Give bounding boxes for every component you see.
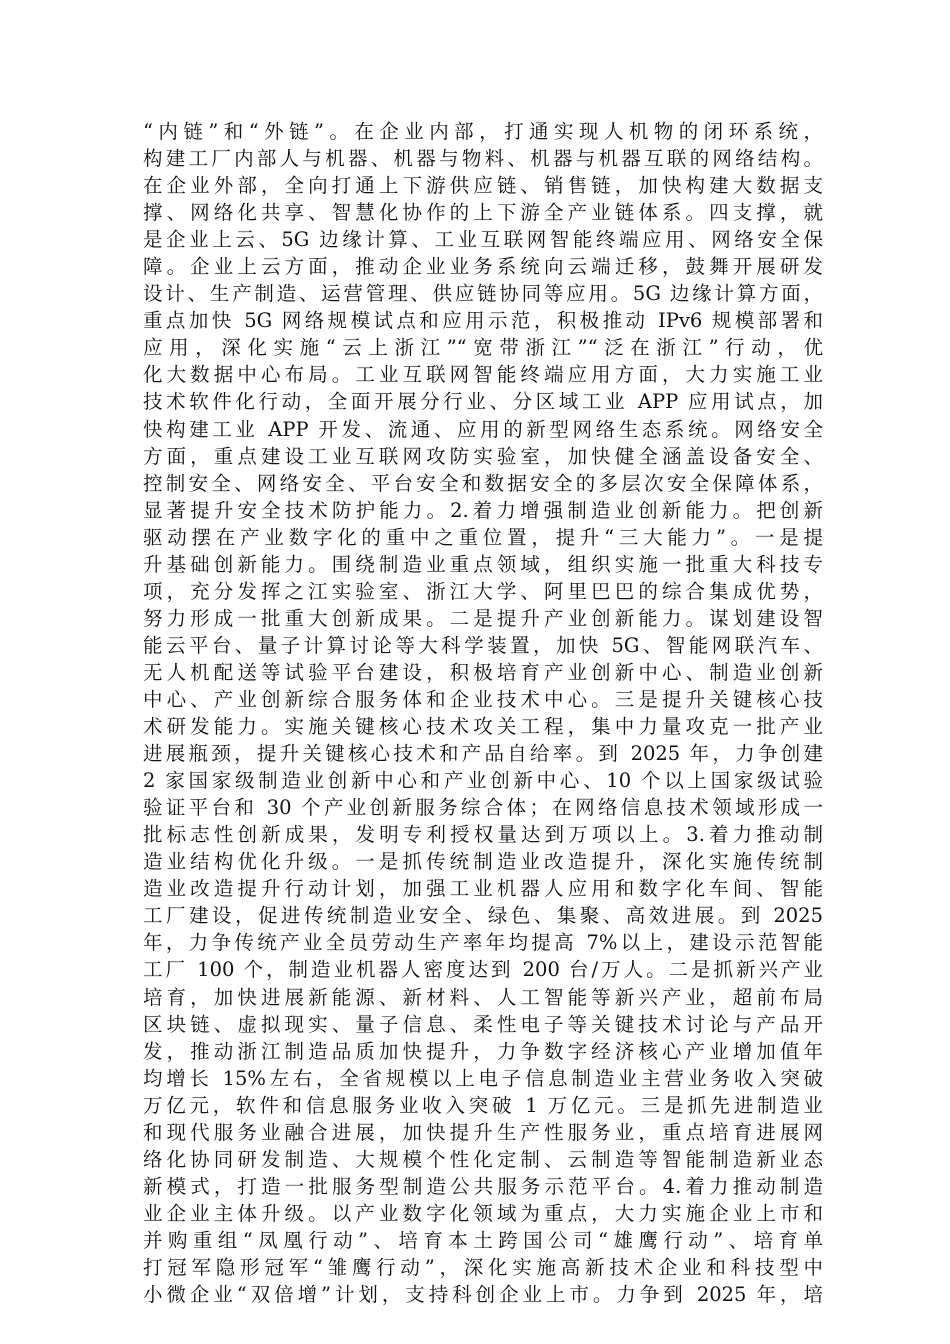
text-line: 工厂建设，促进传统制造业安全、绿色、集聚、高效进展。到 2025 bbox=[143, 904, 823, 928]
text-line: 技术软件化行动，全面开展分行业、分区域工业 APP 应用试点，加 bbox=[143, 390, 823, 414]
text-line: 项，充分发挥之江实验室、浙江大学、阿里巴巴的综合集成优势， bbox=[143, 579, 823, 603]
text-line: 区块链、虚拟现实、量子信息、柔性电子等关键技术讨论与产品开 bbox=[143, 1012, 823, 1036]
text-line: 控制安全、网络安全、平台安全和数据安全的多层次安全保障体系， bbox=[143, 471, 823, 495]
text-line: 能云平台、量子计算讨论等大科学装置，加快 5G、智能网联汽车、 bbox=[143, 633, 823, 657]
text-line: 构建工厂内部人与机器、机器与物料、机器与机器互联的网络结构。 bbox=[143, 147, 823, 171]
text-line: 应用，深化实施“云上浙江”“宽带浙江”“泛在浙江”行动，优 bbox=[143, 336, 823, 360]
text-line: 造业结构优化升级。一是抓传统制造业改造提升，深化实施传统制 bbox=[143, 850, 823, 874]
text-line: 进展瓶颈，提升关键核心技术和产品自给率。到 2025 年，力争创建 bbox=[143, 742, 823, 766]
text-line: 验证平台和 30 个产业创新服务综合体；在网络信息技术领域形成一 bbox=[143, 796, 823, 820]
text-line: 方面，重点建设工业互联网攻防实验室，加快健全涵盖设备安全、 bbox=[143, 444, 823, 468]
text-line: 批标志性创新成果，发明专利授权量达到万项以上。3.着力推动制 bbox=[143, 823, 823, 847]
text-line: 升基础创新能力。围绕制造业重点领域，组织实施一批重大科技专 bbox=[143, 552, 823, 576]
text-line: 撑、网络化共享、智慧化协作的上下游全产业链体系。四支撑，就 bbox=[143, 201, 823, 225]
text-line: 新模式，打造一批服务型制造公共服务示范平台。4.着力推动制造 bbox=[143, 1174, 823, 1198]
text-line: 小微企业“双倍增”计划，支持科创企业上市。力争到 2025 年，培 bbox=[143, 1283, 823, 1307]
text-line: 发，推动浙江制造品质加快提升，力争数字经济核心产业增加值年 bbox=[143, 1039, 823, 1063]
text-line: 快构建工业 APP 开发、流通、应用的新型网络生态系统。网络安全 bbox=[143, 417, 823, 441]
text-line: 培育，加快进展新能源、新材料、人工智能等新兴产业，超前布局 bbox=[143, 985, 823, 1009]
text-line: 年，力争传统产业全员劳动生产率年均提高 7%以上，建设示范智能 bbox=[143, 931, 823, 955]
text-line: 显著提升安全技术防护能力。2.着力增强制造业创新能力。把创新 bbox=[143, 498, 823, 522]
body-text bbox=[143, 118, 823, 1308]
text-line: 打冠军隐形冠军“雏鹰行动”，深化实施高新技术企业和科技型中 bbox=[143, 1255, 823, 1279]
text-line: 无人机配送等试验平台建设，积极培育产业创新中心、制造业创新 bbox=[143, 660, 823, 684]
text-line: 中心、产业创新综合服务体和企业技术中心。三是提升关键核心技 bbox=[143, 687, 823, 711]
text-line: “内链”和“外链”。在企业内部，打通实现人机物的闭环系统， bbox=[143, 120, 823, 143]
text-line: 术研发能力。实施关键核心技术攻关工程，集中力量攻克一批产业 bbox=[143, 715, 823, 739]
text-line: 工厂 100 个，制造业机器人密度达到 200 台/万人。二是抓新兴产业 bbox=[143, 958, 823, 982]
text-line: 努力形成一批重大创新成果。二是提升产业创新能力。谋划建设智 bbox=[143, 606, 823, 630]
text-line: 障。企业上云方面，推动企业业务系统向云端迁移，鼓舞开展研发 bbox=[143, 255, 823, 279]
text-line: 重点加快 5G 网络规模试点和应用示范，积极推动 IPv6 规模部署和 bbox=[143, 309, 823, 333]
text-line: 是企业上云、5G 边缘计算、工业互联网智能终端应用、网络安全保 bbox=[143, 228, 823, 252]
text-line: 络化协同研发制造、大规模个性化定制、云制造等智能制造新业态 bbox=[143, 1147, 823, 1171]
text-line: 均增长 15%左右，全省规模以上电子信息制造业主营业务收入突破 bbox=[143, 1066, 823, 1090]
text-line: 在企业外部，全向打通上下游供应链、销售链，加快构建大数据支 bbox=[143, 174, 823, 198]
text-line: 造业改造提升行动计划，加强工业机器人应用和数字化车间、智能 bbox=[143, 877, 823, 901]
text-line: 万亿元，软件和信息服务业收入突破 1 万亿元。三是抓先进制造业 bbox=[143, 1093, 823, 1117]
text-line: 业企业主体升级。以产业数字化领域为重点，大力实施企业上市和 bbox=[143, 1201, 823, 1225]
text-line: 并购重组“凤凰行动”、培育本土跨国公司“雄鹰行动”、培育单 bbox=[143, 1228, 823, 1252]
text-line: 驱动摆在产业数字化的重中之重位置，提升“三大能力”。一是提 bbox=[143, 525, 823, 549]
text-line: 和现代服务业融合进展，加快提升生产性服务业，重点培育进展网 bbox=[143, 1120, 823, 1144]
text-line: 化大数据中心布局。工业互联网智能终端应用方面，大力实施工业 bbox=[143, 363, 823, 387]
text-line: 2 家国家级制造业创新中心和产业创新中心、10 个以上国家级试验 bbox=[143, 769, 823, 793]
text-line: 设计、生产制造、运营管理、供应链协同等应用。5G 边缘计算方面， bbox=[143, 282, 823, 306]
